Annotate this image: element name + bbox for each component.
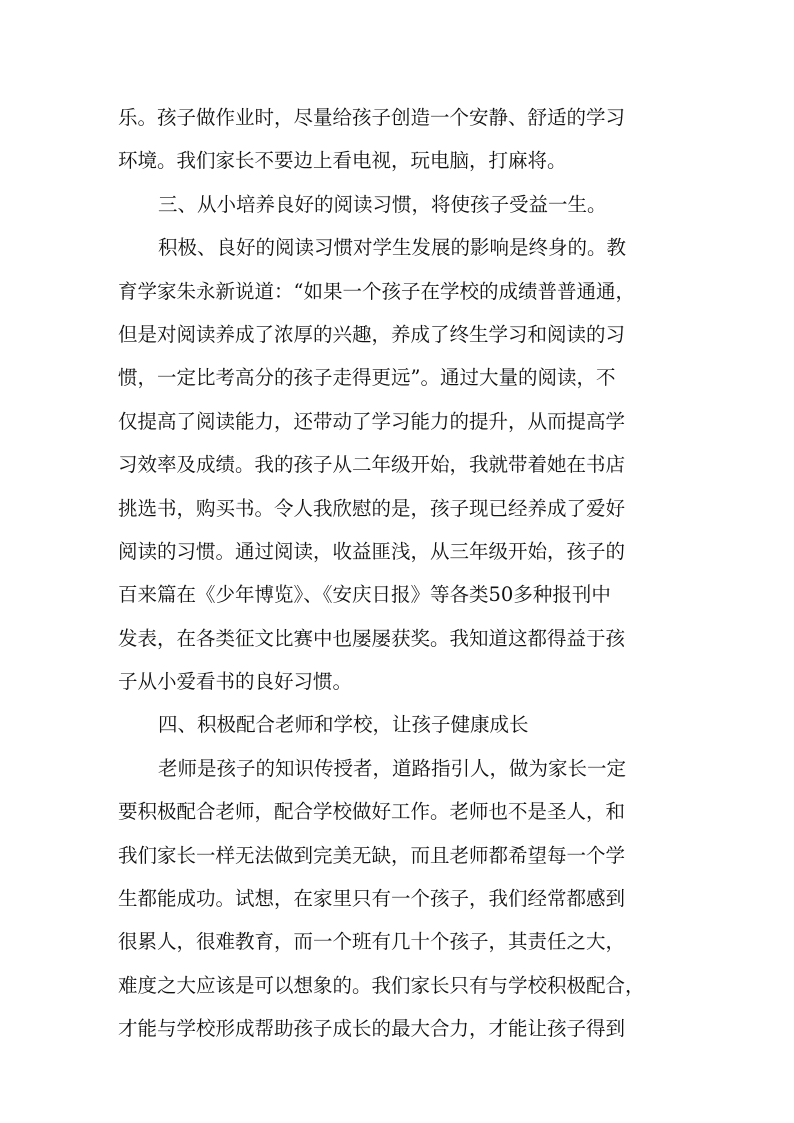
text-line: 仅提高了阅读能力，还带动了学习能力的提升，从而提高学	[118, 409, 626, 433]
paragraph-start-line: 积极、良好的阅读习惯对学生发展的影响是终身的。教	[158, 236, 627, 260]
body-text	[118, 96, 680, 1051]
text-line: 生都能成功。试想，在家里只有一个孩子，我们经常都感到	[118, 887, 626, 911]
text-line: 难度之大应该是可以想象的。我们家长只有与学校积极配合，	[118, 973, 645, 997]
text-line: 百来篇在《少年博览》、《安庆日报》等各类50多种报刊中	[118, 583, 611, 607]
text-line: 但是对阅读养成了浓厚的兴趣，养成了终生学习和阅读的习	[118, 322, 626, 346]
text-line: 乐。孩子做作业时，尽量给孩子创造一个安静、舒适的学习	[118, 106, 626, 129]
text-line: 环境。我们家长不要边上看电视，玩电脑，打麻将。	[118, 149, 567, 173]
text-line: 我们家长一样无法做到完美无缺，而且老师都希望每一个学	[118, 843, 626, 867]
text-line: 很累人，很难教育，而一个班有几十个孩子，其责任之大，	[118, 930, 626, 954]
section-heading: 四、积极配合老师和学校，让孩子健康成长	[158, 713, 529, 737]
text-line: 阅读的习惯。通过阅读，收益匪浅，从三年级开始，孩子的	[118, 539, 626, 563]
text-line: 发表，在各类征文比赛中也屡屡获奖。我知道这都得益于孩	[118, 626, 626, 650]
text-line: 挑选书，购买书。令人我欣慰的是，孩子现已经养成了爱好	[118, 496, 626, 520]
text-line: 才能与学校形成帮助孩子成长的最大合力，才能让孩子得到	[118, 1017, 626, 1041]
text-line: 育学家朱永新说道：“如果一个孩子在学校的成绩普普通通，	[118, 279, 635, 303]
text-line: 惯，一定比考高分的孩子走得更远”。通过大量的阅读，不	[118, 366, 616, 390]
text-line: 习效率及成绩。我的孩子从二年级开始，我就带着她在书店	[118, 453, 626, 477]
section-heading: 三、从小培养良好的阅读习惯，将使孩子受益一生。	[158, 192, 607, 216]
paragraph-start-line: 老师是孩子的知识传授者，道路指引人，做为家长一定	[158, 756, 627, 780]
text-line: 要积极配合老师，配合学校做好工作。老师也不是圣人，和	[118, 800, 626, 824]
text-line: 子从小爱看书的良好习惯。	[118, 670, 353, 694]
